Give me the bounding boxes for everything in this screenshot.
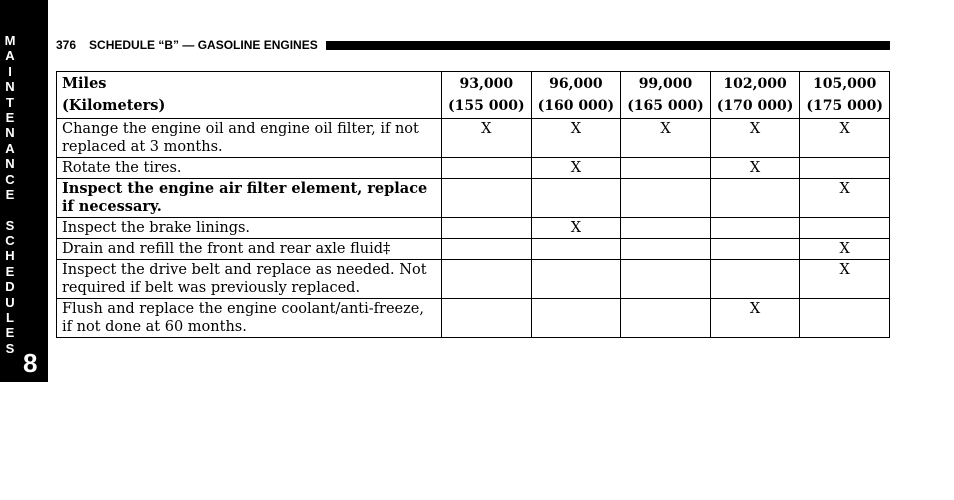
service-mark [442, 218, 532, 239]
service-mark [442, 260, 532, 299]
service-mark: X [531, 158, 621, 179]
side-tab-letter: E [5, 325, 15, 341]
service-mark [710, 260, 800, 299]
service-mark [531, 299, 621, 338]
header-rule [326, 41, 890, 50]
table-row [57, 299, 890, 338]
table-row [57, 218, 890, 239]
maintenance-schedule-table [56, 71, 890, 338]
side-tab-letter: A [5, 140, 15, 156]
service-mark [800, 158, 890, 179]
side-tab-letters [0, 33, 20, 356]
service-description: Inspect the drive belt and replace as needed. Not required if belt was previously replaced. [57, 260, 442, 299]
side-tab-letter: H [5, 248, 15, 264]
service-mark [621, 299, 711, 338]
side-tab-letter: C [5, 233, 15, 249]
table-row [57, 260, 890, 299]
table-row [57, 179, 890, 218]
service-mark [710, 218, 800, 239]
service-mark: X [710, 299, 800, 338]
table-row [57, 158, 890, 179]
interval-header [800, 72, 890, 119]
service-mark: X [531, 218, 621, 239]
service-mark [531, 179, 621, 218]
service-mark [621, 179, 711, 218]
kilometers-label: (Kilometers) [62, 97, 166, 114]
side-tab-letter: N [5, 156, 15, 172]
side-tab-letter: N [5, 125, 15, 141]
interval-miles: 99,000 [638, 76, 693, 92]
interval-kilometers: (175 000) [806, 98, 883, 114]
service-mark [710, 179, 800, 218]
side-tab-letter: T [6, 94, 14, 110]
service-mark: X [621, 119, 711, 158]
service-mark: X [800, 179, 890, 218]
side-tab-letter: E [5, 263, 15, 279]
side-tab-letter: E [5, 109, 15, 125]
side-tab-letter: U [5, 294, 15, 310]
service-description: Flush and replace the engine coolant/anti-freeze, if not done at 60 months. [57, 299, 442, 338]
side-tab-letter: A [5, 48, 15, 64]
interval-header [531, 72, 621, 119]
table-row [57, 119, 890, 158]
service-description: Rotate the tires. [57, 158, 442, 179]
interval-miles: 105,000 [813, 76, 877, 92]
side-tab-letter: I [8, 63, 12, 79]
service-mark [442, 299, 532, 338]
service-description: Inspect the engine air filter element, replace if necessary. [57, 179, 442, 218]
table-row [57, 239, 890, 260]
miles-label: Miles [62, 75, 107, 92]
service-mark [621, 260, 711, 299]
service-mark: X [800, 260, 890, 299]
service-mark [621, 239, 711, 260]
interval-kilometers: (170 000) [716, 98, 794, 114]
service-description: Drain and refill the front and rear axle fluid‡ [57, 239, 442, 260]
interval-miles: 93,000 [459, 76, 514, 92]
table-header-row [57, 72, 890, 119]
side-tab-letter: C [5, 171, 15, 187]
page-number: 376 [56, 38, 77, 52]
service-mark: X [710, 119, 800, 158]
service-mark [800, 299, 890, 338]
service-mark [442, 179, 532, 218]
service-mark [800, 218, 890, 239]
service-mark [442, 158, 532, 179]
service-mark: X [800, 239, 890, 260]
service-mark: X [531, 119, 621, 158]
section-number: 8 [23, 348, 38, 378]
interval-kilometers: (165 000) [627, 98, 704, 114]
interval-miles: 96,000 [549, 76, 603, 92]
label-column-header [57, 72, 442, 119]
page-title: SCHEDULE “B” — GASOLINE ENGINES [89, 38, 318, 52]
service-mark [531, 239, 621, 260]
side-section-tab [0, 0, 48, 382]
side-tab-letter: S [5, 340, 15, 356]
service-mark: X [710, 158, 800, 179]
side-tab-letter: D [5, 279, 15, 295]
service-description: Inspect the brake linings. [57, 218, 442, 239]
service-mark: X [442, 119, 532, 158]
service-description: Change the engine oil and engine oil filter, if not replaced at 3 months. [57, 119, 442, 158]
side-tab-letter: M [4, 33, 16, 48]
interval-kilometers: (160 000) [537, 98, 615, 114]
interval-miles: 102,000 [723, 76, 787, 92]
service-mark [442, 239, 532, 260]
side-tab-letter: E [5, 186, 15, 202]
service-mark: X [800, 119, 890, 158]
service-mark [621, 218, 711, 239]
service-mark [621, 158, 711, 179]
interval-header [710, 72, 800, 119]
side-tab-letter: N [5, 79, 15, 95]
side-tab-letter: S [5, 217, 15, 233]
table-body [57, 119, 890, 338]
side-tab-letter: L [6, 310, 14, 326]
interval-kilometers: (155 000) [448, 98, 525, 114]
interval-header [442, 72, 532, 119]
service-mark [531, 260, 621, 299]
interval-header [621, 72, 711, 119]
service-mark [710, 239, 800, 260]
page-header [56, 37, 890, 53]
